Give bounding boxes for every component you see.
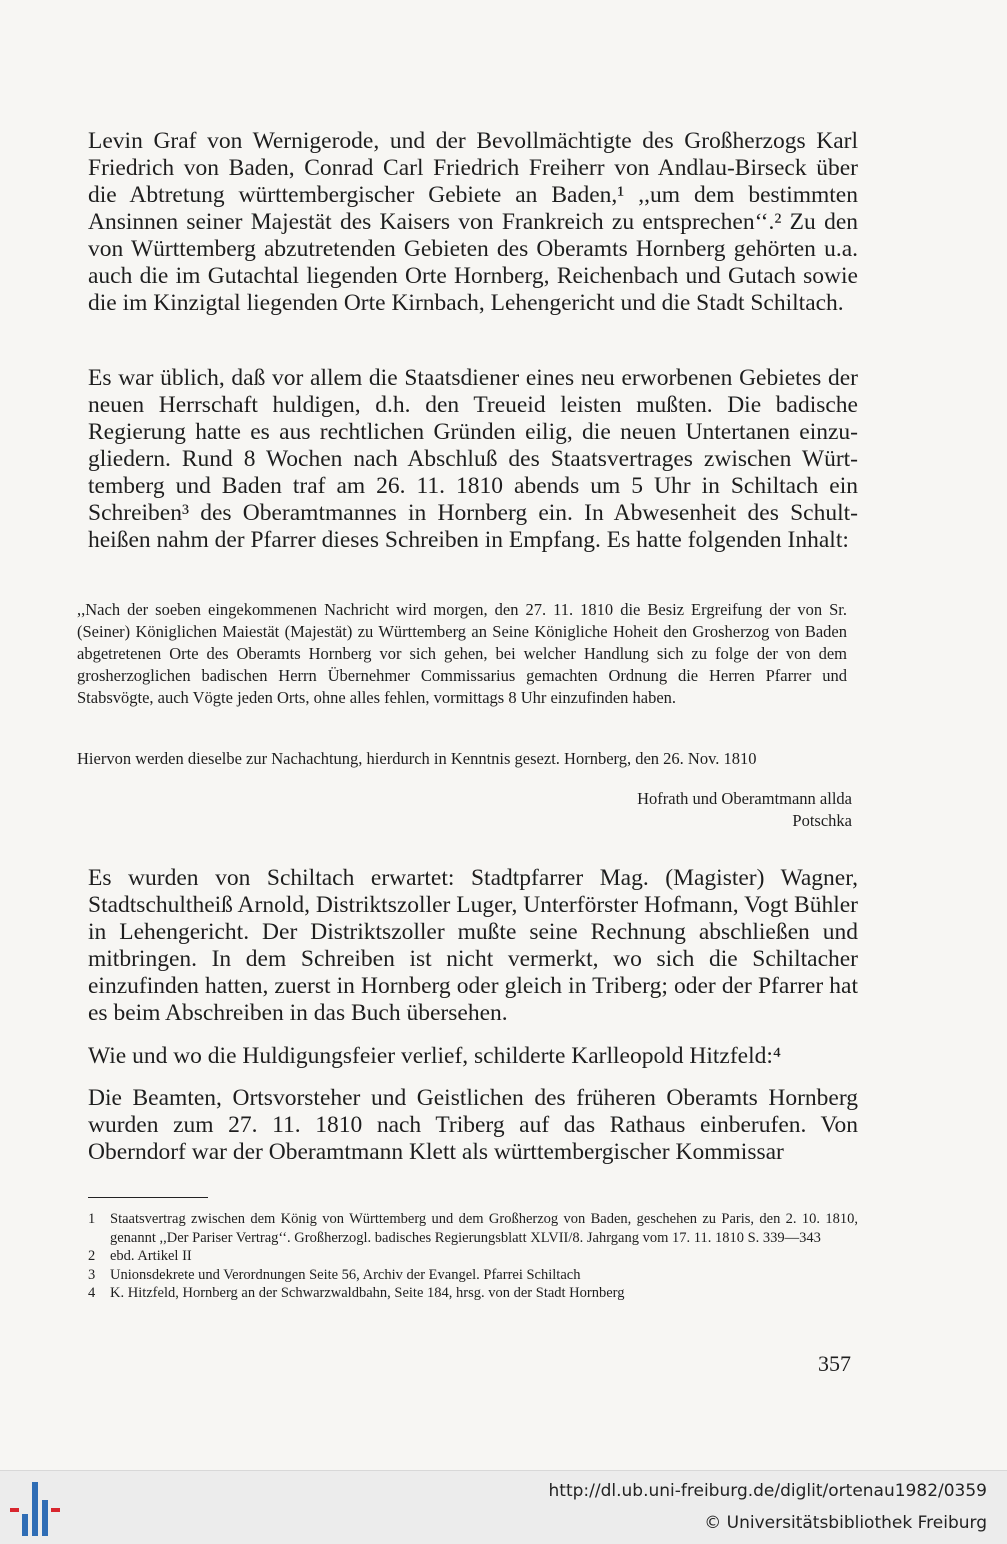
page-number: 357 [818, 1351, 851, 1376]
footnote-text: Unionsdekrete und Verordnungen Seite 56, Archiv der Evangel. Pfarrei Schiltach [110, 1266, 581, 1283]
paragraph-3-text: Es wurden von Schiltach erwartet: Stadtpfarrer Mag. (Magister) Wagner, Stadtschultheiß Arnold, Distriktszoller Luger, Unterförster Hofmann, Vogt Bühler in Lehengericht. Der Distriktszoller mußte seine Rechnung abschließen und mitbringen. In dem Schreiben ist nicht vermerkt, wo sich die Schiltacher einzufinden hatten, zuerst in Hornberg oder gleich in Triberg; oder der Pfarrer hat es beim Abschreiben in das Buch übersehen. [88, 865, 858, 1026]
footnote-text: Staatsvertrag zwischen dem König von Württemberg und dem Großherzog von Baden, geschehen zu Paris, den 2. 10. 1810, genannt ,,Der Pariser Vertrag‘‘. Großherzogl. badisches Regierungsblatt XLVII/8. Jahrgang vom 17. 11. 1810 S. 339—343 [110, 1211, 858, 1246]
footnote-2 [88, 1247, 858, 1266]
paragraph-3 [88, 865, 858, 1027]
footnote-divider [88, 1197, 208, 1198]
footnote-number: 1 [88, 1211, 96, 1227]
footnote-4 [88, 1284, 858, 1303]
viewer-footer [0, 1470, 1007, 1544]
footnote-number: 4 [88, 1285, 96, 1301]
footnotes [88, 1210, 858, 1303]
quoted-letter [77, 599, 847, 709]
paragraph-4-text: Wie und wo die Huldigungsfeier verlief, schilderte Karlleopold Hitzfeld:⁴ [88, 1043, 782, 1069]
ub-freiburg-logo-icon[interactable] [8, 1478, 64, 1538]
logo-blue-bar-1 [22, 1514, 28, 1536]
signature-name: Potschka [792, 811, 852, 830]
quoted-letter-closing [77, 748, 847, 770]
paragraph-5-text: Die Beamten, Ortsvorsteher und Geistlichen des früheren Oberamts Hornberg wurden zum 27. 11. 1810 nach Triberg auf das Rathaus einberufen. Von Oberndorf war der Oberamtmann Klett als württembergischer Kommissar [88, 1085, 858, 1165]
footnote-number: 2 [88, 1248, 96, 1264]
paragraph-4 [88, 1043, 858, 1070]
logo-red-dash-right [51, 1508, 60, 1512]
paragraph-2-text: Es war üblich, daß vor allem die Staatsdiener eines neu erworbenen Gebietes der neuen Herrschaft huldigen, d.h. den Treueid leisten mußten. Die badische Regierung hatte es aus rechtlichen Gründen eilig, die neuen Untertanen einzugliedern. Rund 8 Wochen nach Abschluß des Staatsvertrages zwischen Württemberg und Baden traf am 26. 11. 1810 abends um 5 Uhr in Schiltach ein Schreiben³ des Oberamtmannes in Hornberg ein. In Abwesenheit des Schultheißen nahm der Pfarrer dieses Schreiben in Empfang. Es hatte folgenden Inhalt: [88, 365, 858, 553]
logo-blue-bar-2 [32, 1482, 38, 1536]
footnote-1 [88, 1210, 858, 1247]
logo-red-dash-left [10, 1508, 19, 1512]
footnote-text: ebd. Artikel II [110, 1248, 192, 1264]
footnote-text: K. Hitzfeld, Hornberg an der Schwarzwaldbahn, Seite 184, hrsg. von der Stadt Hornberg [110, 1285, 625, 1301]
paragraph-2 [88, 365, 858, 554]
paragraph-1-text: Levin Graf von Wernigerode, und der Bevollmächtigte des Großherzogs Karl Friedrich von Baden, Conrad Carl Friedrich Freiherr von Andlau-Birseck über die Abtretung württembergischer Gebiete an Baden,¹ ,,um dem bestimmten Ansinnen seiner Majestät des Kaisers von Frankreich zu entsprechen‘‘.² Zu den von Württemberg abzutretenden Gebieten des Oberamts Hornberg gehörten u.a. auch die im Gutachtal liegenden Orte Hornberg, Reichenbach und Gutach sowie die im Kinzigtal liegenden Orte Kirnbach, Lehengericht und die Stadt Schiltach. [88, 128, 858, 316]
quoted-letter-closing-text: Hiervon werden dieselbe zur Nachachtung, hierdurch in Kenntnis gesezt. Hornberg, den 26. Nov. 1810 [77, 749, 757, 768]
copyright-notice: © Universitätsbibliothek Freiburg [704, 1513, 987, 1533]
logo-blue-bar-3 [42, 1500, 48, 1536]
footnote-number: 3 [88, 1266, 96, 1283]
paragraph-1 [88, 128, 858, 317]
signature-title: Hofrath und Oberamtmann allda [637, 789, 852, 808]
footnote-3 [88, 1266, 858, 1285]
paragraph-5 [88, 1085, 858, 1166]
quoted-letter-text: ,,Nach der soeben eingekommenen Nachricht wird morgen, den 27. 11. 1810 die Besiz Ergreifung der von Sr. (Seiner) Königlichen Maiestät (Majestät) zu Württemberg an Seine Königliche Hoheit den Grosherzog von Baden abgetretenen Orte des Oberamts Hornberg vor sich gehen, bei welcher Handlung sich zu folge der von dem grosherzoglichen badischen Herrn Übernehmer Commissarius gemachten Ordnung die Herren Pfarrer und Stabsvögte, auch Vögte jeden Orts, ohne alles fehlen, vormittags 8 Uhr einzufinden haben. [77, 600, 847, 707]
permalink-url[interactable]: http://dl.ub.uni-freiburg.de/diglit/ortenau1982/0359 [548, 1481, 987, 1501]
